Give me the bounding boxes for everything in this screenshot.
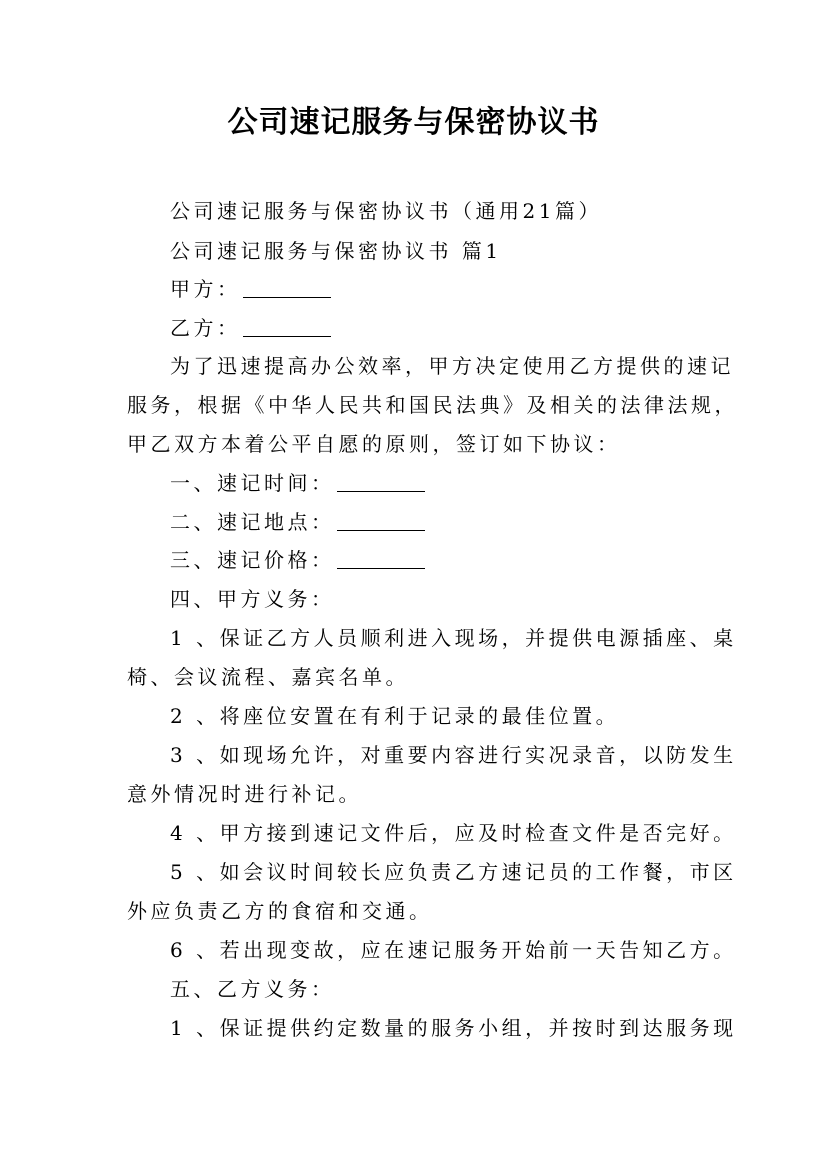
party-b-blank	[243, 316, 331, 337]
intro-line: 服务，根据《中华人民共和国民法典》及相关的法律法规，	[127, 393, 738, 417]
duty-b-1-line1: 1 、保证提供约定数量的服务小组，并按时到达服务现	[170, 1016, 737, 1040]
party-b-line	[170, 313, 331, 343]
subtitle: 公司速记服务与保密协议书（通用21篇）	[170, 199, 602, 223]
party-b-label: 乙方：	[170, 316, 241, 340]
party-b-duties-heading: 五、乙方义务：	[170, 977, 335, 1001]
duty-a-5-line2: 外应负责乙方的食宿和交通。	[127, 899, 433, 923]
intro-line: 甲乙双方本着公平自愿的原则，签订如下协议：	[127, 432, 621, 456]
chapter-heading: 公司速记服务与保密协议书 篇1	[170, 239, 502, 263]
duty-a-1-line1: 1 、保证乙方人员顺利进入现场，并提供电源插座、桌	[170, 626, 737, 650]
party-a-duties-heading: 四、甲方义务：	[170, 587, 335, 611]
party-a-label: 甲方：	[170, 277, 241, 301]
item-time-blank	[337, 471, 425, 492]
item-time-line	[170, 468, 425, 498]
duty-a-2: 2 、将座位安置在有利于记录的最佳位置。	[170, 704, 620, 728]
duty-a-3-line2: 意外情况时进行补记。	[127, 782, 362, 806]
duty-a-6: 6 、若出现变故，应在速记服务开始前一天告知乙方。	[170, 938, 737, 962]
intro-line: 为了迅速提高办公效率，甲方决定使用乙方提供的速记	[170, 354, 734, 378]
duty-a-4: 4 、甲方接到速记文件后，应及时检查文件是否完好。	[170, 821, 737, 845]
duty-a-5-line1: 5 、如会议时间较长应负责乙方速记员的工作餐，市区	[170, 860, 737, 884]
duty-a-1-line2: 椅、会议流程、嘉宾名单。	[127, 665, 409, 689]
party-a-blank	[243, 277, 331, 298]
item-price-line	[170, 545, 425, 575]
item-place-line	[170, 507, 425, 537]
item-time-label: 一、速记时间：	[170, 471, 335, 495]
item-price-blank	[337, 548, 425, 569]
document-title: 公司速记服务与保密协议书	[227, 105, 600, 140]
party-a-line	[170, 274, 331, 304]
item-place-label: 二、速记地点：	[170, 510, 335, 534]
duty-a-3-line1: 3 、如现场允许，对重要内容进行实况录音，以防发生	[170, 743, 737, 767]
item-place-blank	[337, 510, 425, 531]
item-price-label: 三、速记价格：	[170, 548, 335, 572]
